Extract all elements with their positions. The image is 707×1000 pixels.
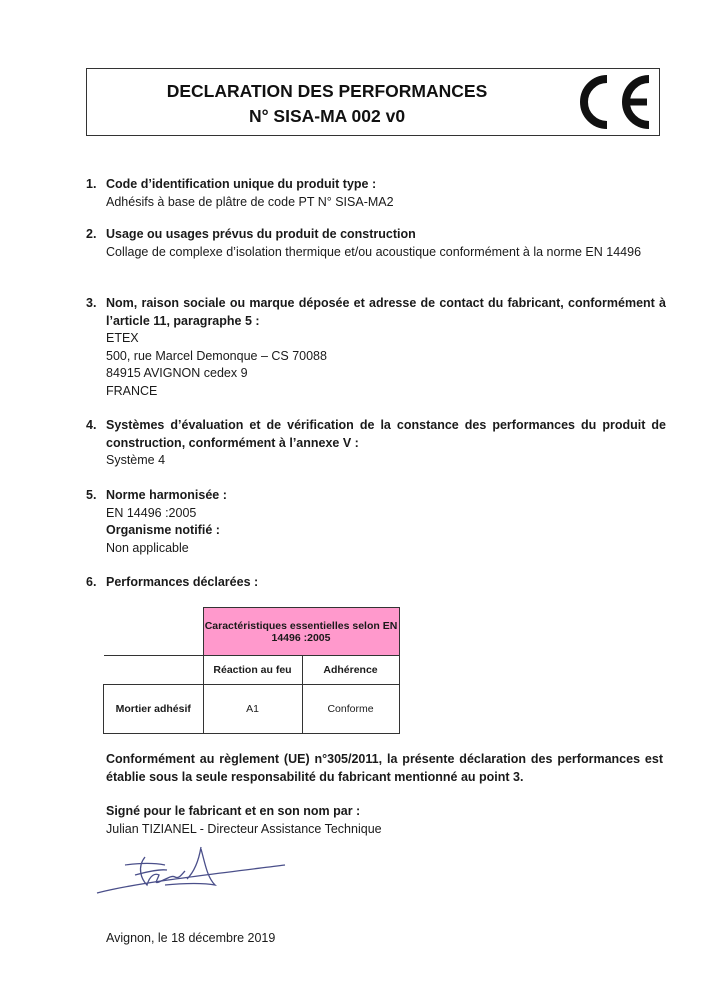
product-code: Adhésifs à base de plâtre de code PT N° SISA-MA2 [106,194,394,209]
section-heading: Systèmes d’évaluation et de vérification de la constance des performances du produit de construction, conformément à l’annexe V : [106,418,666,450]
system-value: Système 4 [106,453,166,467]
document-title: DECLARATION DES PERFORMANCES [166,81,488,101]
performance-table [103,607,400,734]
section-heading: Code d’identification unique du produit type : [106,177,377,191]
notified-body-value: Non applicable [106,540,189,555]
manufacturer-city: 84915 AVIGNON cedex 9 [106,366,248,380]
document-header [86,68,660,136]
place-date: Avignon, le 18 décembre 2019 [106,931,276,945]
table-cell: Conforme [302,685,399,734]
row-label: Mortier adhésif [104,685,204,734]
section-heading: Nom, raison sociale ou marque déposée et adresse de contact du fabricant, conformément à l’article 11, paragraphe 5 : [106,296,666,328]
signatory-name: Julian TIZIANEL - Directeur Assistance Technique [106,821,382,836]
section-3: 3. Nom, raison sociale ou marque déposée et adresse de contact du fabricant, conformément à l’article 11, paragraphe 5 : ETEX 500, rue Marcel Demonque – CS 70088 84915 AVIGNON cedex 9 FRANCE [86,295,666,400]
table-row [104,685,400,734]
manufacturer-country: FRANCE [106,383,158,398]
intended-use: Collage de complexe d’isolation thermique et/ou acoustique conformément à la norme EN 14496 [106,244,642,259]
column-header: Adhérence [302,656,399,685]
declaration-statement: Conformément au règlement (UE) n°305/2011, la présente déclaration des performances est établie sous la seule responsabilité du fabricant mentionné au point 3. [106,752,663,784]
column-header: Réaction au feu [203,656,302,685]
section-2: 2. Usage ou usages prévus du produit de construction Collage de complexe d’isolation thermique et/ou acoustique conformément à la norme EN 14496 [86,226,666,261]
signatory-heading: Signé pour le fabricant et en son nom par : [106,804,361,818]
harmonised-standard: EN 14496 :2005 [106,505,197,520]
section-heading: Performances déclarées : [106,575,259,589]
signatory-block [106,803,663,838]
section-heading: Norme harmonisée : [106,488,227,502]
document-number: N° SISA-MA 002 v0 [248,106,406,126]
ce-mark-icon [571,73,653,131]
section-1: 1. Code d’identification unique du produit type : Adhésifs à base de plâtre de code PT N° SISA-MA2 [86,176,666,211]
manufacturer-name: ETEX [106,331,139,345]
notified-body-heading: Organisme notifié : [106,523,220,537]
section-heading: Usage ou usages prévus du produit de construction [106,227,416,241]
section-6: 6. Performances déclarées : [86,574,666,592]
signature-image [95,845,295,905]
section-5: 5. Norme harmonisée : EN 14496 :2005 Organisme notifié : Non applicable [86,487,666,557]
manufacturer-street: 500, rue Marcel Demonque – CS 70088 [106,348,327,363]
table-group-header: Caractéristiques essentielles selon EN 14496 :2005 [203,608,399,656]
section-4: 4. Systèmes d’évaluation et de vérification de la constance des performances du produit de construction, conformément à l’annexe V : Système 4 [86,417,666,470]
table-cell: A1 [203,685,302,734]
